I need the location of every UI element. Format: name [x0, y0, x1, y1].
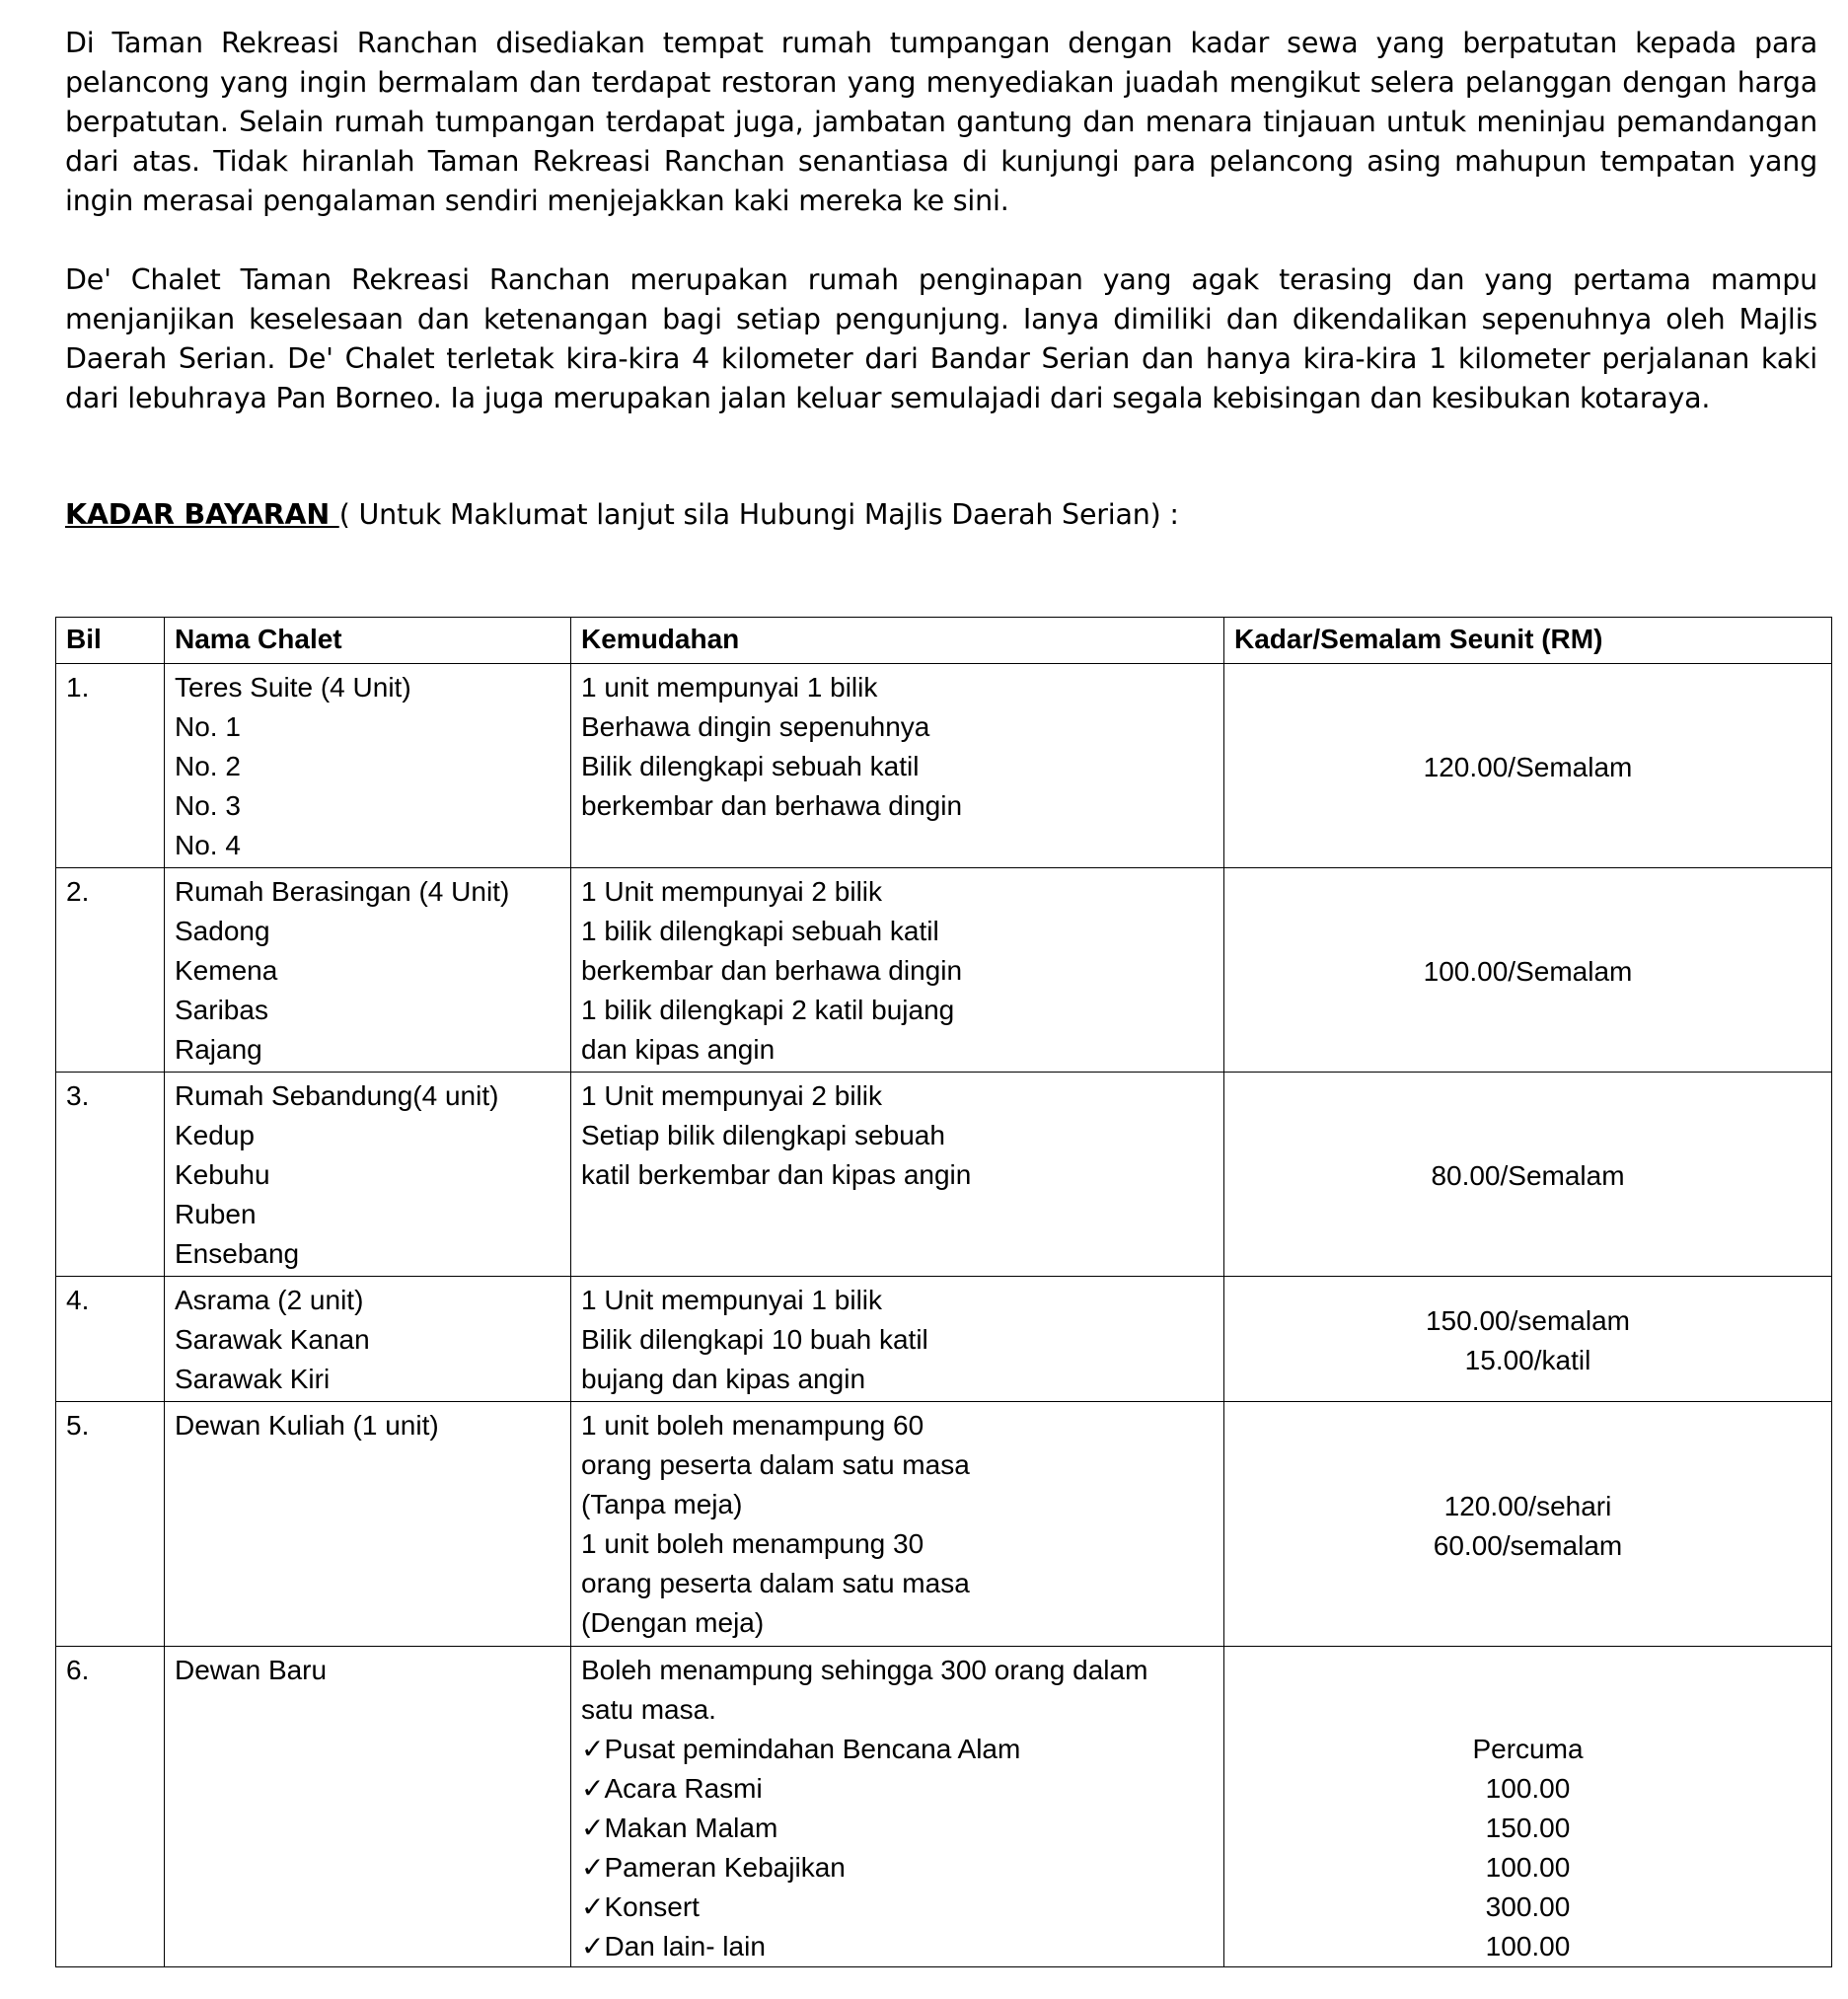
- rates-heading-note: ( Untuk Maklumat lanjut sila Hubungi Majlis Daerah Serian) :: [338, 498, 1179, 531]
- rate-value: 100.00: [1485, 1852, 1571, 1883]
- facility-line: 1 unit mempunyai 1 bilik: [581, 672, 878, 703]
- cell-nama-chalet: [165, 1402, 571, 1647]
- rate-spacer: [1234, 1651, 1821, 1730]
- checklist-item-label: Makan Malam: [604, 1813, 778, 1843]
- check-icon: [581, 1852, 604, 1883]
- chalet-name: Dewan Kuliah (1 unit): [175, 1410, 439, 1441]
- cell-nama-chalet: [165, 1647, 571, 1967]
- rate-value: 120.00/Semalam: [1423, 752, 1633, 782]
- chalet-name: Rumah Berasingan (4 Unit): [175, 876, 510, 907]
- cell-bil: 4.: [56, 1277, 165, 1402]
- cell-bil: 1.: [56, 664, 165, 868]
- chalet-name: Teres Suite (4 Unit): [175, 672, 411, 703]
- table-header-row: [56, 618, 1832, 664]
- unit-name: Kedup: [175, 1120, 255, 1150]
- intro-paragraph: Di Taman Rekreasi Ranchan disediakan tempat rumah tumpangan dengan kadar sewa yang berpatutan kepada para pelancong yang ingin bermalam dan terdapat restoran yang menyediakan juadah mengikut selera pelanggan dengan harga berpatutan. Selain rumah tumpangan terdapat juga, jambatan gantung dan menara tinjauan untuk meninjau pemandangan dari atas. Tidak hiranlah Taman Rekreasi Ranchan senantiasa di kunjungi para pelancong asing mahupun tempatan yang ingin merasai pengalaman sendiri menjejakkan kaki mereka ke sini.: [65, 27, 1817, 217]
- cell-nama-chalet: [165, 664, 571, 868]
- header-kadar: Kadar/Semalam Seunit (RM): [1224, 618, 1832, 664]
- cell-bil: 6.: [56, 1647, 165, 1967]
- rate-value: 100.00: [1485, 1931, 1571, 1962]
- checklist-item: [581, 1769, 1214, 1809]
- facility-line: orang peserta dalam satu masa: [581, 1449, 970, 1480]
- cell-nama-chalet: [165, 868, 571, 1073]
- header-kemudahan: Kemudahan: [571, 618, 1224, 664]
- chalet-paragraph: De' Chalet Taman Rekreasi Ranchan merupakan rumah penginapan yang agak terasing dan yang pertama mampu menjanjikan keselesaan dan ketenangan bagi setiap pengunjung. Ianya dimiliki dan dikendalikan sepenuhnya oleh Majlis Daerah Serian. De' Chalet terletak kira-kira 4 kilometer dari Bandar Serian dan hanya kira-kira 1 kilometer perjalanan kaki dari lebuhraya Pan Borneo. Ia juga merupakan jalan keluar semulajadi dari segala kebisingan dan kesibukan kotaraya.: [65, 263, 1817, 414]
- facility-line: bujang dan kipas angin: [581, 1364, 866, 1394]
- unit-name: Saribas: [175, 995, 268, 1025]
- table-row: [56, 1402, 1832, 1647]
- checklist-item: [581, 1888, 1214, 1927]
- facility-line: (Tanpa meja): [581, 1489, 743, 1519]
- cell-kemudahan: [571, 1647, 1224, 1967]
- cell-nama-chalet: [165, 1277, 571, 1402]
- unit-name: Sarawak Kiri: [175, 1364, 331, 1394]
- unit-name: Ensebang: [175, 1238, 300, 1269]
- table-row: [56, 868, 1832, 1073]
- rate-value: 150.00/semalam: [1425, 1305, 1630, 1336]
- checklist-item-label: Konsert: [604, 1891, 700, 1922]
- checklist-item-label: Dan lain- lain: [604, 1931, 766, 1962]
- facility-line: (Dengan meja): [581, 1607, 765, 1638]
- unit-name: No. 3: [175, 790, 241, 821]
- facility-line: dan kipas angin: [581, 1034, 776, 1065]
- facility-line: 1 Unit mempunyai 1 bilik: [581, 1285, 883, 1315]
- check-icon: [581, 1734, 604, 1764]
- checklist-item-label: Pameran Kebajikan: [604, 1852, 846, 1883]
- unit-name: Rajang: [175, 1034, 262, 1065]
- check-icon: [581, 1773, 604, 1804]
- facility-line: berkembar dan berhawa dingin: [581, 955, 963, 986]
- table-row: [56, 1647, 1832, 1967]
- facility-line: 1 Unit mempunyai 2 bilik: [581, 876, 883, 907]
- cell-kemudahan: [571, 868, 1224, 1073]
- cell-bil: 2.: [56, 868, 165, 1073]
- rates-table: [55, 617, 1832, 1967]
- header-nama-chalet: Nama Chalet: [165, 618, 571, 664]
- unit-name: No. 2: [175, 751, 241, 781]
- unit-name: Sarawak Kanan: [175, 1324, 370, 1355]
- facility-line: Berhawa dingin sepenuhnya: [581, 711, 930, 742]
- facility-line: orang peserta dalam satu masa: [581, 1568, 970, 1598]
- cell-kadar: [1224, 1402, 1832, 1647]
- cell-kadar: [1224, 664, 1832, 868]
- unit-name: Ruben: [175, 1199, 257, 1229]
- table-row: [56, 1073, 1832, 1277]
- facility-line: 1 bilik dilengkapi sebuah katil: [581, 916, 939, 946]
- cell-kemudahan: [571, 1277, 1224, 1402]
- rate-value: 120.00/sehari: [1443, 1490, 1612, 1521]
- cell-bil: 3.: [56, 1073, 165, 1277]
- cell-kadar: [1224, 868, 1832, 1073]
- rates-heading-title: KADAR BAYARAN: [65, 498, 339, 531]
- facility-line: Setiap bilik dilengkapi sebuah: [581, 1120, 945, 1150]
- chalet-name: Asrama (2 unit): [175, 1285, 364, 1315]
- check-icon: [581, 1813, 604, 1843]
- unit-name: Kebuhu: [175, 1159, 270, 1190]
- rate-value: 300.00: [1485, 1891, 1571, 1922]
- rate-value: 15.00/katil: [1464, 1345, 1591, 1375]
- header-bil: Bil: [56, 618, 165, 664]
- cell-kemudahan: [571, 664, 1224, 868]
- check-icon: [581, 1891, 604, 1922]
- rate-value: 80.00/Semalam: [1431, 1160, 1625, 1191]
- chalet-name: Dewan Baru: [175, 1655, 328, 1685]
- facility-line: katil berkembar dan kipas angin: [581, 1159, 972, 1190]
- facility-line: berkembar dan berhawa dingin: [581, 790, 963, 821]
- checklist-item: [581, 1809, 1214, 1848]
- rate-value: Percuma: [1472, 1734, 1584, 1764]
- table-row: [56, 664, 1832, 868]
- checklist-item: [581, 1848, 1214, 1888]
- checklist-item: [581, 1927, 1214, 1966]
- rate-value: 60.00/semalam: [1433, 1529, 1623, 1561]
- facility-line: 1 unit boleh menampung 60: [581, 1410, 924, 1441]
- facility-line: satu masa.: [581, 1694, 716, 1725]
- chalet-name: Rumah Sebandung(4 unit): [175, 1080, 499, 1111]
- rates-heading: [65, 495, 1179, 535]
- facility-line: Boleh menampung sehingga 300 orang dalam: [581, 1655, 1148, 1685]
- cell-kadar: [1224, 1277, 1832, 1402]
- facility-line: 1 unit boleh menampung 30: [581, 1528, 924, 1559]
- cell-bil: 5.: [56, 1402, 165, 1647]
- facility-line: 1 bilik dilengkapi 2 katil bujang: [581, 995, 955, 1025]
- unit-name: No. 4: [175, 830, 241, 860]
- checklist-item-label: Acara Rasmi: [604, 1773, 763, 1804]
- unit-name: No. 1: [175, 711, 241, 742]
- cell-nama-chalet: [165, 1073, 571, 1277]
- unit-name: Sadong: [175, 916, 270, 946]
- facility-line: Bilik dilengkapi 10 buah katil: [581, 1324, 928, 1355]
- unit-name: Kemena: [175, 955, 278, 986]
- facility-line: 1 Unit mempunyai 2 bilik: [581, 1080, 883, 1111]
- checklist-item-label: Pusat pemindahan Bencana Alam: [604, 1734, 1021, 1764]
- cell-kemudahan: [571, 1073, 1224, 1277]
- rate-value: 150.00: [1485, 1813, 1571, 1843]
- check-icon: [581, 1931, 604, 1962]
- checklist-item: [581, 1730, 1214, 1769]
- rate-value: 100.00: [1485, 1773, 1571, 1804]
- facility-line: Bilik dilengkapi sebuah katil: [581, 751, 920, 781]
- cell-kadar: [1224, 1073, 1832, 1277]
- rate-value: 100.00/Semalam: [1423, 956, 1633, 987]
- cell-kadar: [1224, 1647, 1832, 1967]
- table-row: [56, 1277, 1832, 1402]
- cell-kemudahan: [571, 1402, 1224, 1647]
